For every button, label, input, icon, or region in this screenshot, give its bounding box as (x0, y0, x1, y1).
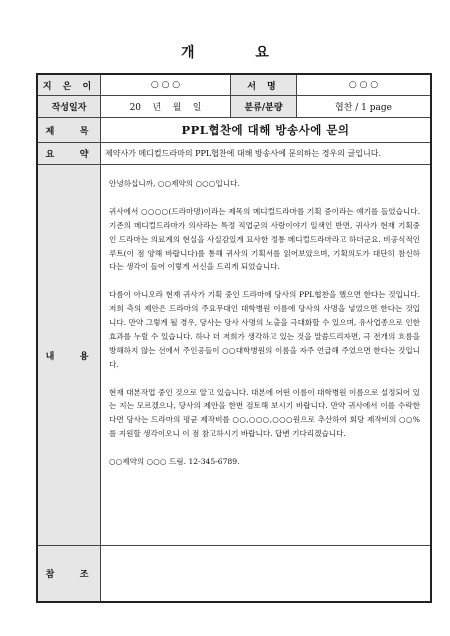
category-label: 분류/분량 (230, 96, 296, 117)
document-title: 개 요 (181, 45, 297, 61)
row-author (38, 75, 430, 96)
signature-value: ○ ○ ○ (296, 75, 430, 95)
category-value: 협찬 / 1 page (296, 96, 430, 117)
row-date (38, 96, 430, 118)
row-reference (38, 546, 430, 601)
content-paragraph-greeting: 안녕하십니까, ○○제약의 ○○○입니다. (109, 179, 240, 188)
reference-value (100, 546, 430, 601)
author-value: ○ ○ ○ (100, 75, 230, 95)
subject-value: PPL협찬에 대해 방송사에 문의 (100, 118, 430, 142)
summary-label: 요 약 (38, 143, 100, 164)
row-summary (38, 143, 430, 165)
date-value: 20 년 월 일 (100, 96, 230, 117)
row-subject (38, 118, 430, 143)
content-body (100, 165, 430, 545)
content-paragraph-signoff: ○○제약의 ○○○ 드림. 12-345-6789. (109, 457, 240, 467)
subject-label: 제 목 (38, 118, 100, 142)
content-label: 내 용 (38, 165, 100, 545)
content-paragraph-intro: 귀사에서 ○○○○(드라마명)이라는 제목의 메디컬드라마를 기획 중이라는 얘기를 들었습니다. 기존의 메디컬드라마가 의사라는 특정 직업군의 사랑이야기 일색인 반면, 귀사가 현재 기획중인 드라마는 의료계의 현실을 사실감있게 묘사한 정통 메디컬드라마라고 하더군요. 비공식적인 루트(이 점 양해 바랍니다)를 통해 귀사의 기획서를 읽어보았으며, 기획의도가 대단히 참신하다는 생각이 들어 이렇게 서신을 드리게 되었습니다. (109, 206, 420, 272)
row-content (38, 165, 430, 546)
content-paragraph-offer: 현재 대본작업 중인 것으로 알고 있습니다. 대본에 어떤 이름이 대학병원 이름으로 설정되어 있는 지는 모르겠으나, 당사의 제안을 한번 검토해 보시기 바랍니다. 만약 귀사에서 이를 수락한다면 당사는 드라마의 평균 제작비를 ○○,○○○,○○○원으로 추산하여 회당 제작비의 ○○%를 지원할 생각이오니 이 점 참고하시기 바랍니다. 답변 기다리겠습니다. (109, 387, 420, 439)
content-paragraph-proposal: 다름이 아니오라 현재 귀사가 기획 중인 드라마에 당사의 PPL협찬을 했으면 한다는 것입니다. 저희 측의 제안은 드라마의 주요무대인 대학병원 이름에 당사의 사명을 넣었으면 한다는 것입니다. 만약 그렇게 될 경우, 당사는 당사 사명의 노출을 극대화할 수 있으며, 유사업종으로 인한 효과를 누릴 수 있습니다. 하나 더 저희가 생각하고 있는 것을 말씀드리자면, 극 전개의 흐름을 방해하지 않는 선에서 주인공들이 ○○대학병원의 이름을 자주 언급해 주었으면 한다는 것입니다. (109, 290, 420, 369)
date-label: 작성일자 (38, 96, 100, 117)
author-label: 지 은 이 (38, 75, 100, 95)
signature-label: 서 명 (230, 75, 296, 95)
reference-label: 참 조 (38, 546, 100, 601)
summary-value: 제약사가 메디컬드라마의 PPL협찬에 대해 방송사에 문의하는 경우의 글입니다. (100, 143, 430, 164)
summary-form (36, 73, 432, 603)
